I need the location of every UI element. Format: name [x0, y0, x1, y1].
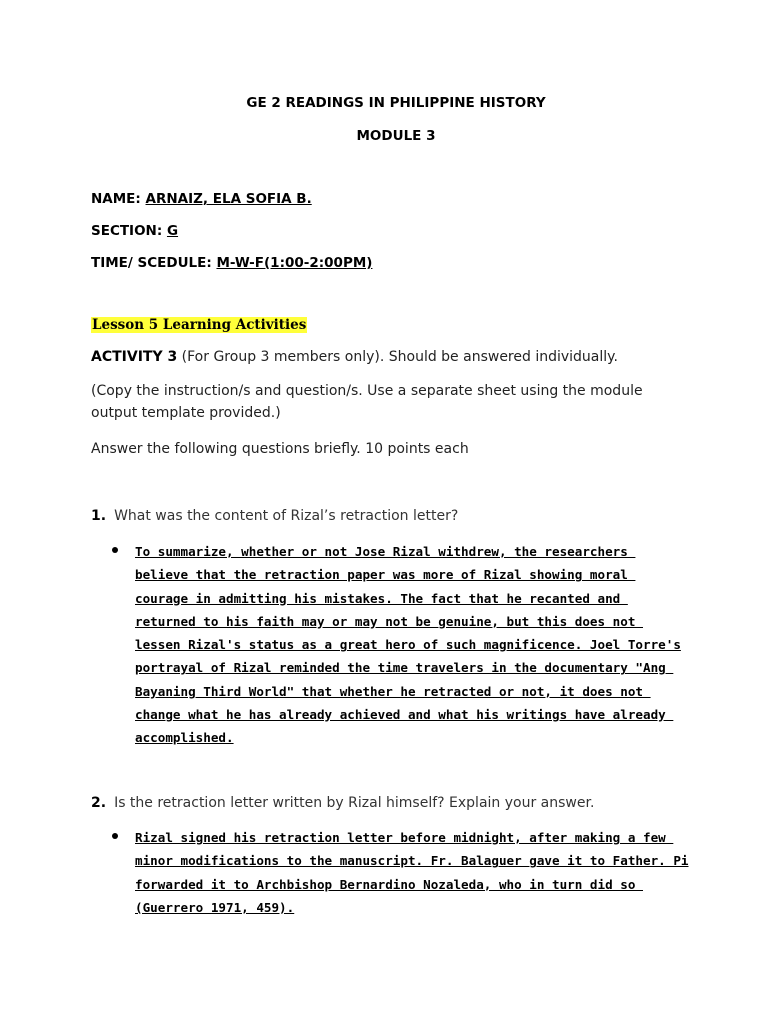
course-title: GE 2 READINGS IN PHILIPPINE HISTORY — [246, 95, 546, 111]
answer-line: accomplished. — [135, 730, 234, 746]
bullet-icon — [112, 547, 118, 553]
question-text: What was the content of Rizal’s retraction letter? — [114, 508, 459, 524]
answer-line: change what he has already achieved and what his writings have already — [135, 707, 674, 723]
name-label: NAME: — [91, 191, 141, 207]
module-title: MODULE 3 — [356, 128, 436, 144]
answer-line: To summarize, whether or not Jose Rizal withdrew, the researchers — [135, 544, 636, 559]
answer-line: Bayaning Third World" that whether he retracted or not, it does not — [135, 683, 651, 699]
answer-line: (Guerrero 1971, 459). — [135, 899, 295, 915]
section-value: G — [166, 223, 179, 239]
answer-2 — [112, 826, 702, 919]
activity-text: (For Group 3 members only). Should be answered individually. — [177, 349, 618, 365]
answer-line: forwarded it to Archbishop Bernardino Nozaleda, who in turn did so — [135, 876, 643, 892]
time-field — [91, 255, 372, 271]
activity-label: ACTIVITY 3 — [91, 349, 178, 365]
bullet-icon — [112, 833, 118, 839]
question-text: Is the retraction letter written by Rizal himself? Explain your answer. — [114, 795, 595, 811]
lesson-heading: Lesson 5 Learning Activities — [92, 317, 307, 333]
time-value: M-W-F(1:00-2:00PM) — [216, 255, 373, 271]
answer-line: lessen Rizal's status as a great hero of such magnificence. Joel Torre's — [135, 637, 681, 653]
answer-2-text — [135, 826, 702, 919]
time-label: TIME/ SCEDULE: — [91, 255, 212, 271]
answer-1 — [112, 540, 702, 750]
answer-line: portrayal of Rizal reminded the time travelers in the documentary "Ang — [135, 660, 674, 676]
answer-line: believe that the retraction paper was more of Rizal showing moral — [135, 567, 636, 583]
section-label: SECTION: — [91, 223, 163, 239]
question-number: 1. — [91, 508, 107, 524]
section-field — [91, 223, 178, 239]
answer-line: courage in admitting his mistakes. The fact that he recanted and — [135, 590, 628, 606]
answer-line: minor modifications to the manuscript. Fr. Balaguer gave it to Father. Pi — [135, 853, 689, 869]
name-field — [91, 191, 312, 207]
question-2 — [91, 792, 594, 814]
answer-1-text — [135, 540, 702, 750]
activity-line — [91, 346, 691, 368]
answer-line: returned to his faith may or may not be genuine, but this does not — [135, 613, 643, 629]
question-1 — [91, 505, 458, 527]
question-number: 2. — [91, 795, 107, 811]
answer-line: Rizal signed his retraction letter before midnight, after making a few — [135, 830, 674, 845]
copy-instructions: (Copy the instruction/s and question/s. Use a separate sheet using the module output template provided.) — [91, 383, 643, 421]
answer-prompt: Answer the following questions briefly. 10 points each — [91, 441, 469, 457]
name-value: ARNAIZ, ELA SOFIA B. — [145, 191, 312, 207]
